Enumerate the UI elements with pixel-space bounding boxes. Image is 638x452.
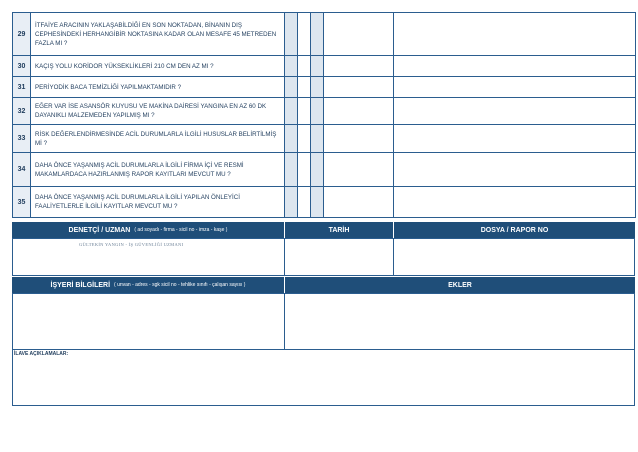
answer-no-cell[interactable] (298, 125, 311, 153)
inspector-hint: ( ad soyadı - firma - sicil no - imza - kaşe ) (134, 227, 228, 233)
checklist-sheet (12, 12, 635, 406)
inspector-stamp: GÜLTEKİN YANGIN - İŞ GÜVENLİĞİ UZMANI (79, 242, 184, 247)
inspector-field[interactable] (12, 238, 285, 276)
notes-cell[interactable] (394, 13, 636, 56)
answer-na-cell[interactable] (311, 98, 324, 125)
answer-no-cell[interactable] (298, 98, 311, 125)
answer-no-cell[interactable] (298, 187, 311, 218)
answer-na-cell[interactable] (311, 187, 324, 218)
notes-cell[interactable] (394, 56, 636, 77)
question-text: DAHA ÖNCE YAŞANMIŞ ACİL DURUMLARLA İLGİLİ FİRMA İÇİ VE RESMİ MAKAMLARDACA HAZIRLANMIŞ RAPOR KAYITLARI MEVCUT MU ? (31, 153, 285, 187)
row-number: 32 (13, 98, 31, 125)
attachments-field[interactable] (284, 293, 635, 350)
date-cell[interactable] (324, 187, 394, 218)
answer-na-cell[interactable] (311, 153, 324, 187)
answer-no-cell[interactable] (298, 77, 311, 98)
row-number: 33 (13, 125, 31, 153)
answer-na-cell[interactable] (311, 77, 324, 98)
table-row (13, 187, 636, 218)
additional-notes-field[interactable] (12, 349, 635, 406)
date-cell[interactable] (324, 125, 394, 153)
answer-yes-cell[interactable] (285, 153, 298, 187)
date-field[interactable] (284, 238, 394, 276)
table-row (13, 13, 636, 56)
answer-no-cell[interactable] (298, 13, 311, 56)
notes-cell[interactable] (394, 187, 636, 218)
notes-cell[interactable] (394, 77, 636, 98)
workplace-title: İŞYERİ BİLGİLERİ (50, 281, 111, 289)
answer-na-cell[interactable] (311, 56, 324, 77)
row-number: 29 (13, 13, 31, 56)
row-number: 34 (13, 153, 31, 187)
row-number: 35 (13, 187, 31, 218)
table-row (13, 77, 636, 98)
question-text: PERİYODİK BACA TEMİZLİĞİ YAPILMAKTAMIDIR ? (31, 77, 285, 98)
question-text: İTFAİYE ARACININ YAKLAŞABİLDİĞİ EN SON NOKTADAN, BİNANIN DIŞ CEPHESİNDEKİ HERHANGİBİR NOKTASINA KADAR OLAN MESAFE 45 METREDEN FAZLA MI ? (31, 13, 285, 56)
question-text: KAÇIŞ YOLU KORİDOR YÜKSEKLİKLERİ 210 CM DEN AZ MI ? (31, 56, 285, 77)
workplace-header (12, 277, 284, 293)
answer-yes-cell[interactable] (285, 187, 298, 218)
question-text: EĞER VAR İSE ASANSÖR KUYUSU VE MAKİNA DAİRESİ YANGINA EN AZ 60 DK DAYANIKLI MALZEMEDEN YAPILMIŞ MI ? (31, 98, 285, 125)
table-row (13, 98, 636, 125)
notes-cell[interactable] (394, 153, 636, 187)
date-cell[interactable] (324, 98, 394, 125)
answer-na-cell[interactable] (311, 13, 324, 56)
date-cell[interactable] (324, 56, 394, 77)
answer-na-cell[interactable] (311, 125, 324, 153)
table-row (13, 56, 636, 77)
table-row (13, 125, 636, 153)
row-number: 31 (13, 77, 31, 98)
answer-yes-cell[interactable] (285, 77, 298, 98)
notes-cell[interactable] (394, 125, 636, 153)
row-number: 30 (13, 56, 31, 77)
answer-no-cell[interactable] (298, 56, 311, 77)
question-text: RİSK DEĞERLENDİRMESİNDE ACİL DURUMLARLA İLGİLİ HUSUSLAR BELİRTİLMİŞ Mİ ? (31, 125, 285, 153)
workplace-hint: ( unvan - adres - sgk sicil no - tehlike sınıfı - çalışan sayısı ) (114, 282, 246, 288)
answer-yes-cell[interactable] (285, 13, 298, 56)
answer-yes-cell[interactable] (285, 125, 298, 153)
notes-label: İLAVE AÇIKLAMALAR: (14, 351, 69, 357)
date-header: TARİH (285, 222, 393, 238)
workplace-field[interactable] (12, 293, 285, 350)
file-report-field[interactable] (393, 238, 635, 276)
answer-yes-cell[interactable] (285, 98, 298, 125)
inspector-header (12, 222, 284, 238)
attachments-header: EKLER (285, 277, 635, 293)
table-row (13, 153, 636, 187)
answer-no-cell[interactable] (298, 153, 311, 187)
date-cell[interactable] (324, 77, 394, 98)
date-cell[interactable] (324, 153, 394, 187)
date-cell[interactable] (324, 13, 394, 56)
notes-cell[interactable] (394, 98, 636, 125)
inspector-title: DENETÇİ / UZMAN (68, 226, 131, 234)
question-table (12, 12, 636, 218)
file-report-header: DOSYA / RAPOR NO (394, 222, 635, 238)
answer-yes-cell[interactable] (285, 56, 298, 77)
question-text: DAHA ÖNCE YAŞANMIŞ ACİL DURUMLARLA İLGİLİ YAPILAN ÖNLEYİCİ FAALİYETLERLE İLGİLİ KAYITLAR MEVCUT MU ? (31, 187, 285, 218)
